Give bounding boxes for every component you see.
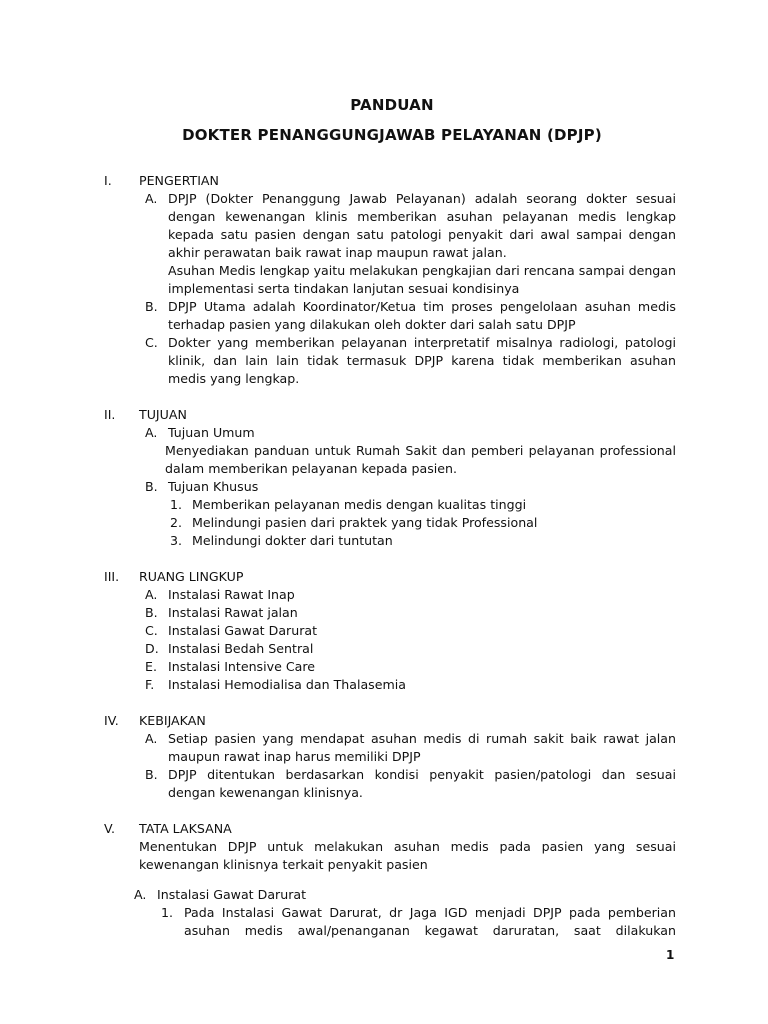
subsection-tujuan-umum xyxy=(0,424,768,442)
section-heading-pengertian xyxy=(0,172,768,190)
paragraph-line: klinik, dan lain lain tidak termasuk DPJP karena tidak memberikan asuhan xyxy=(168,353,676,368)
section-number: IV. xyxy=(104,713,119,728)
paragraph-line: DPJP Utama adalah Koordinator/Ketua tim proses pengelolaan asuhan medis xyxy=(168,299,676,314)
item-label: A. xyxy=(145,731,158,746)
item-text: Instalasi Gawat Darurat xyxy=(168,623,318,638)
item-label: A. xyxy=(134,887,147,902)
paragraph-line: Asuhan Medis lengkap yaitu melakukan pengkajian dari rencana sampai dengan xyxy=(168,263,676,278)
paragraph-line: DPJP (Dokter Penanggung Jawab Pelayanan) adalah seorang dokter sesuai xyxy=(168,191,676,206)
item-text: Melindungi dokter dari tuntutan xyxy=(192,533,393,548)
list-item-definition-a xyxy=(0,190,768,298)
document-body xyxy=(0,172,768,940)
section-title: KEBIJAKAN xyxy=(139,713,206,728)
item-text: Instalasi Rawat jalan xyxy=(168,605,298,620)
item-text: Instalasi Bedah Sentral xyxy=(168,641,314,656)
section-title: TATA LAKSANA xyxy=(139,821,232,836)
list-item xyxy=(0,586,768,604)
section-title: RUANG LINGKUP xyxy=(139,569,244,584)
section-number: I. xyxy=(104,173,112,188)
list-item-definition-b xyxy=(0,298,768,334)
list-item xyxy=(0,640,768,658)
paragraph-line: Setiap pasien yang mendapat asuhan medis di rumah sakit baik rawat jalan xyxy=(168,731,676,746)
document-title: PANDUAN xyxy=(350,96,434,114)
paragraph-line: dengan kewenangan klinis memberikan asuhan pelayanan medis lengkap xyxy=(168,209,676,224)
paragraph-line: dengan kewenangan klinisnya. xyxy=(168,785,363,800)
paragraph-line: medis yang lengkap. xyxy=(168,371,300,386)
item-label: D. xyxy=(145,641,159,656)
item-number: 2. xyxy=(170,515,183,530)
subsection-title: Instalasi Gawat Darurat xyxy=(157,887,307,902)
subsection-tujuan-khusus xyxy=(0,478,768,496)
paragraph-line: akhir perawatan baik rawat inap maupun rawat jalan. xyxy=(168,245,507,260)
document-subtitle: DOKTER PENANGGUNGJAWAB PELAYANAN (DPJP) xyxy=(182,126,602,144)
item-label: A. xyxy=(145,587,158,602)
section-heading-tujuan xyxy=(0,406,768,424)
paragraph-line: Menyediakan panduan untuk Rumah Sakit dan pemberi pelayanan professional xyxy=(165,443,676,458)
item-number: 1. xyxy=(170,497,183,512)
paragraph-line: asuhan medis awal/penanganan kegawat daruratan, saat dilakukan xyxy=(184,923,676,938)
section-heading-kebijakan xyxy=(0,712,768,730)
paragraph-line: Dokter yang memberikan pelayanan interpretatif misalnya radiologi, patologi xyxy=(168,335,676,350)
item-label: C. xyxy=(145,623,158,638)
section-number: V. xyxy=(104,821,115,836)
paragraph-line: terhadap pasien yang dilakukan oleh dokter dari salah satu DPJP xyxy=(168,317,576,332)
subsection-title: Tujuan Khusus xyxy=(168,479,259,494)
section-title: TUJUAN xyxy=(139,407,187,422)
list-item-definition-c xyxy=(0,334,768,388)
item-label: B. xyxy=(145,479,158,494)
section-number: III. xyxy=(104,569,120,584)
item-number: 3. xyxy=(170,533,183,548)
list-item xyxy=(0,532,768,550)
item-text: Memberikan pelayanan medis dengan kualitas tinggi xyxy=(192,497,527,512)
subsection-title: Tujuan Umum xyxy=(168,425,255,440)
paragraph-line: Menentukan DPJP untuk melakukan asuhan medis pada pasien yang sesuai xyxy=(139,839,676,854)
section-heading-tata-laksana xyxy=(0,820,768,838)
item-label: B. xyxy=(145,299,158,314)
list-item-policy-a xyxy=(0,730,768,766)
item-label: F. xyxy=(145,677,155,692)
section-heading-ruang-lingkup xyxy=(0,568,768,586)
paragraph-line: implementasi serta tindakan lanjutan sesuai kondisinya xyxy=(168,281,520,296)
list-item-policy-b xyxy=(0,766,768,802)
paragraph-line: dalam memberikan pelayanan kepada pasien. xyxy=(165,461,458,476)
section-title: PENGERTIAN xyxy=(139,173,219,188)
paragraph-line: kepada satu pasien dengan satu patologi penyakit dari awal sampai dengan xyxy=(168,227,676,242)
item-label: B. xyxy=(145,605,158,620)
item-label: B. xyxy=(145,767,158,782)
paragraph-line: kewenangan klinisnya terkait penyakit pasien xyxy=(139,857,428,872)
list-item xyxy=(0,622,768,640)
paragraph-line: Pada Instalasi Gawat Darurat, dr Jaga IGD menjadi DPJP pada pemberian xyxy=(184,905,676,920)
list-item xyxy=(0,514,768,532)
item-label: C. xyxy=(145,335,158,350)
item-text: Instalasi Hemodialisa dan Thalasemia xyxy=(168,677,406,692)
item-text: Instalasi Intensive Care xyxy=(168,659,315,674)
item-number: 1. xyxy=(161,905,174,920)
list-item xyxy=(0,496,768,514)
item-text: Melindungi pasien dari praktek yang tidak Professional xyxy=(192,515,538,530)
item-label: A. xyxy=(145,425,158,440)
list-item xyxy=(0,676,768,694)
page-number: 1 xyxy=(666,948,675,962)
subsection-igd xyxy=(0,886,768,904)
paragraph-line: DPJP ditentukan berdasarkan kondisi penyakit pasien/patologi dan sesuai xyxy=(168,767,676,782)
paragraph-line: maupun rawat inap harus memiliki DPJP xyxy=(168,749,421,764)
item-text: Instalasi Rawat Inap xyxy=(168,587,295,602)
list-item-igd-1 xyxy=(0,904,768,940)
item-label: A. xyxy=(145,191,158,206)
list-item xyxy=(0,604,768,622)
section-number: II. xyxy=(104,407,116,422)
item-label: E. xyxy=(145,659,157,674)
list-item xyxy=(0,658,768,676)
